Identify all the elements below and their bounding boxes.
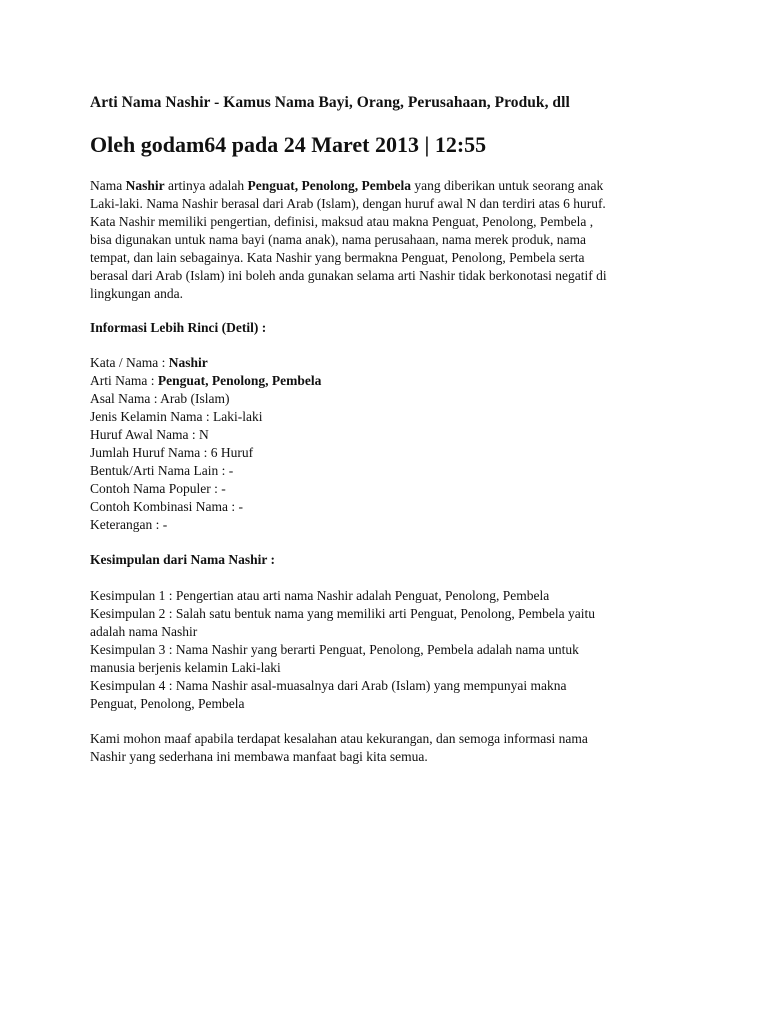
closing-line: Nashir yang sederhana ini membawa manfaat bagi kita semua. [90, 749, 428, 764]
detail-row [90, 444, 321, 462]
intro-line: lingkungan anda. [90, 286, 183, 301]
conclusion-line: adalah nama Nashir [90, 624, 198, 639]
conclusion-line: Penguat, Penolong, Pembela [90, 696, 245, 711]
detail-label: Kata / Nama : [90, 355, 169, 370]
detail-label: Jumlah Huruf Nama : [90, 445, 211, 460]
conclusion-line: Kesimpulan 4 : Nama Nashir asal-muasalnya dari Arab (Islam) yang mempunyai makna [90, 678, 567, 693]
detail-value: - [221, 481, 226, 496]
detail-value: Laki-laki [212, 409, 263, 424]
detail-row [90, 372, 321, 390]
conclusions-list [90, 587, 680, 713]
details-list [90, 354, 321, 534]
detail-label: Arti Nama : [90, 373, 158, 388]
detail-label: Jenis Kelamin Nama : [90, 409, 213, 424]
closing-line: Kami mohon maaf apabila terdapat kesalahan atau kekurangan, dan semoga informasi nama [90, 731, 588, 746]
intro-text: Nama [90, 178, 126, 193]
detail-value: 6 Huruf [210, 445, 254, 460]
intro-text: yang diberikan untuk seorang anak [410, 178, 604, 193]
conclusion-line: manusia berjenis kelamin Laki-laki [90, 660, 281, 675]
conclusion-line: Kesimpulan 1 : Pengertian atau arti nama Nashir adalah Penguat, Penolong, Pembela [90, 588, 550, 603]
detail-label: Keterangan : [90, 517, 163, 532]
byline: Oleh godam64 pada 24 Maret 2013 | 12:55 [90, 132, 487, 157]
detail-row [90, 408, 321, 426]
conclusions-heading: Kesimpulan dari Nama Nashir : [90, 552, 276, 567]
intro-line: bisa digunakan untuk nama bayi (nama anak), nama perusahaan, nama merek produk, nama [90, 232, 586, 247]
detail-row [90, 390, 321, 408]
closing-paragraph [90, 730, 680, 766]
detail-label: Asal Nama : [90, 391, 161, 406]
intro-text: artinya adalah [164, 178, 248, 193]
name-highlight: Nashir [125, 178, 165, 193]
detail-value: N [198, 427, 209, 442]
intro-line: Laki-laki. Nama Nashir berasal dari Arab (Islam), dengan huruf awal N dan terdiri atas 6 huruf. [90, 196, 606, 211]
conclusion-line: Kesimpulan 2 : Salah satu bentuk nama yang memiliki arti Penguat, Penolong, Pembela yaitu [90, 606, 596, 621]
detail-value: Arab (Islam) [160, 391, 230, 406]
detail-row [90, 354, 321, 372]
conclusion-line: Kesimpulan 3 : Nama Nashir yang berarti Penguat, Penolong, Pembela adalah nama untuk [90, 642, 579, 657]
detail-label: Contoh Kombinasi Nama : [90, 499, 239, 514]
detail-value: - [228, 463, 234, 478]
detail-row [90, 426, 321, 444]
detail-row [90, 516, 321, 534]
detail-row [90, 480, 321, 498]
page-title: Arti Nama Nashir - Kamus Nama Bayi, Orang, Perusahaan, Produk, dll [90, 94, 570, 111]
detail-row [90, 498, 321, 516]
detail-value: - [238, 499, 243, 514]
details-heading: Informasi Lebih Rinci (Detil) : [90, 320, 267, 335]
intro-paragraph [90, 177, 675, 303]
detail-value: Nashir [168, 355, 208, 370]
intro-line [90, 177, 675, 195]
detail-label: Huruf Awal Nama : [90, 427, 199, 442]
detail-label: Contoh Nama Populer : [90, 481, 222, 496]
intro-line: Kata Nashir memiliki pengertian, definisi, maksud atau makna Penguat, Penolong, Pembela , [90, 214, 594, 229]
intro-line: tempat, dan lain sebagainya. Kata Nashir yang bermakna Penguat, Penolong, Pembela serta [90, 250, 585, 265]
detail-value: Penguat, Penolong, Pembela [157, 373, 322, 388]
detail-value: - [162, 517, 168, 532]
meaning-highlight: Penguat, Penolong, Pembela [247, 178, 411, 193]
detail-row [90, 462, 321, 480]
intro-line: berasal dari Arab (Islam) ini boleh anda gunakan selama arti Nashir tidak berkonotasi negatif di [90, 268, 607, 283]
detail-label: Bentuk/Arti Nama Lain : [90, 463, 229, 478]
